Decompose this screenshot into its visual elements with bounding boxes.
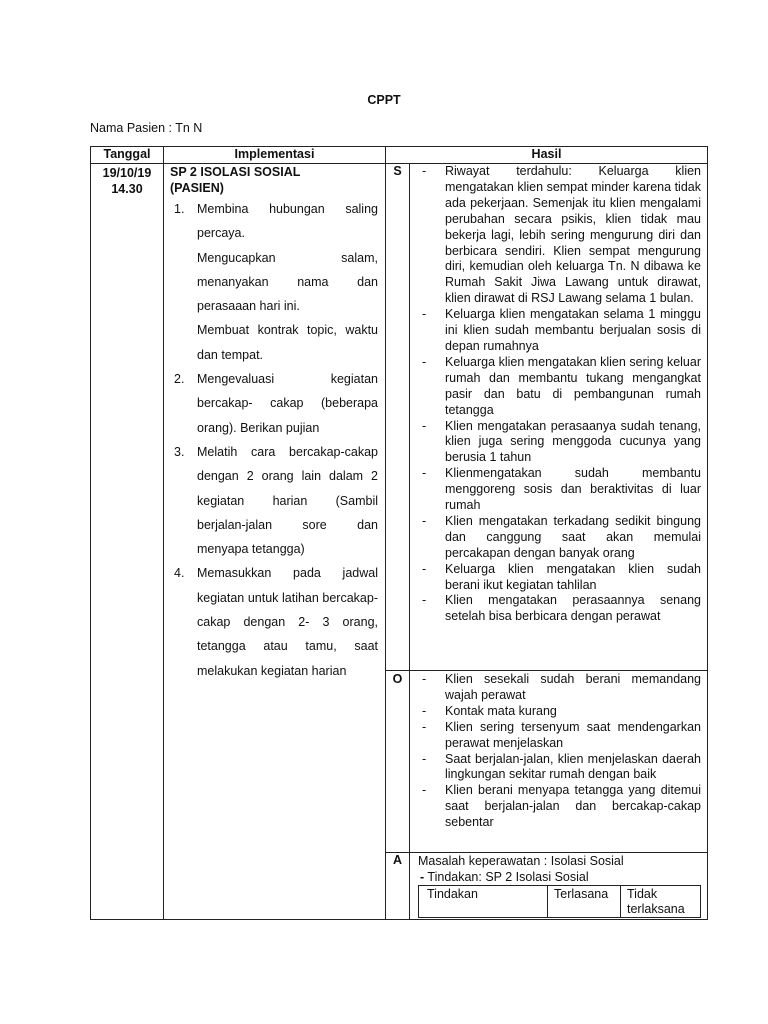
implementation-title-line2: (PASIEN)	[170, 181, 224, 195]
item-number: 3.	[174, 444, 185, 459]
implementation-item	[170, 440, 378, 561]
implementation-title	[170, 164, 378, 196]
subjective-list	[420, 164, 701, 625]
objective-item: - Klien sering tersenyum saat mendengarkan perawat menjelaskan	[422, 719, 701, 750]
soap-label-a: A	[392, 853, 403, 867]
implementation-item	[170, 318, 378, 367]
col-not-done	[623, 886, 689, 918]
date-cell	[91, 165, 163, 197]
subjective-item: - Klien mengatakan perasaanya sudah tenang, klien juga sering menggoda cucunya yang berusia 1 tahun	[422, 418, 701, 465]
implementation-item	[170, 561, 378, 682]
objective-item: - Saat berjalan-jalan, klien menjelaskan daerah lingkungan sekitar rumah dengan baik	[422, 751, 701, 782]
item-text: Memasukkan pada jadwal kegiatan untuk latihan bercakap- cakap dengan 2- 3 orang, tetangga atau tamu, saat melakukan kegiatan harian	[197, 566, 378, 678]
subjective-item: - Keluarga klien mengatakan klien sering keluar rumah dan membantu tukang mengangkat pasir dan batu di pembangunan rumah tetangga	[422, 354, 701, 417]
subjective-item: - Keluarga klien mengatakan selama 1 minggu ini klien sudah membantu berjualan sosis di depan rumahnya	[422, 307, 701, 353]
table-right-border	[707, 146, 708, 920]
objective-item: - Klien sesekali sudah berani memandang wajah perawat	[422, 672, 701, 702]
implementation-list	[170, 197, 378, 683]
header-date: Tanggal	[103, 147, 151, 161]
item-text: Membina hubungan saling percaya.	[197, 202, 378, 241]
date-value: 19/10/19	[102, 166, 152, 180]
s-o-divider	[385, 670, 708, 671]
col-done: Terlasana	[554, 887, 609, 901]
objective-list	[420, 672, 701, 831]
time-value: 14.30	[111, 182, 143, 196]
header-implementation: Implementasi	[234, 147, 315, 161]
item-text: Melatih cara bercakap-cakap dengan 2 orang lain dalam 2 kegiatan harian (Sambil berjalan-jalan sore dan menyapa tetangga)	[197, 444, 378, 557]
col-separator	[620, 886, 621, 917]
table-bottom-border	[90, 919, 708, 920]
col-separator	[547, 886, 548, 917]
item-number: 1.	[174, 202, 185, 216]
action-dash: -	[420, 870, 425, 884]
assessment-action	[420, 869, 589, 885]
subjective-item: - Keluarga klien mengatakan klien sudah berani ikut kegiatan tahlilan	[422, 561, 701, 592]
col-not-done-line2: terlaksana	[627, 902, 685, 916]
subjective-item: - Klien mengatakan terkadang sedikit bingung dan canggung saat akan memulai percakapan dengan banyak orang	[422, 513, 701, 560]
implementation-item	[170, 367, 378, 440]
action-status-table	[418, 885, 701, 918]
action-text: Tindakan: SP 2 Isolasi Sosial	[424, 870, 589, 884]
subjective-item: - Riwayat terdahulu: Keluarga klien mengatakan klien sempat minder karena tidak ada pekerjaan. Semenjak itu klien mengalami perubahan secara psikis, klien tidak mau bekerja lagi, lebih sering mengurung diri dan berbicara sendiri. Klien sempat mengurung diri, kemudian oleh keluarga Tn. N dibawa ke Rumah Sakit Jiwa Lawang untuk dirawat, klien dirawat di RSJ Lawang selama 1 bulan.	[422, 164, 701, 306]
objective-item: - Klien berani menyapa tetangga yang ditemui saat berjalan-jalan dan bercakap-cakap sebentar	[422, 783, 701, 830]
col-action: Tindakan	[427, 887, 478, 901]
soap-letter-divider	[409, 163, 410, 920]
soap-label-s: S	[393, 164, 402, 178]
header-result: Hasil	[531, 147, 562, 161]
patient-name-line: Nama Pasien : Tn N	[90, 121, 203, 135]
table-left-border	[90, 146, 91, 920]
objective-item: - Kontak mata kurang	[422, 703, 557, 718]
soap-label-o: O	[392, 672, 403, 686]
impl-result-divider	[385, 146, 386, 920]
subjective-item: - Klien mengatakan perasaannya senang setelah bisa berbicara dengan perawat	[422, 593, 701, 624]
subjective-item: - Klienmengatakan sudah membantu menggoreng sosis dan beraktivitas di luar rumah	[422, 466, 701, 513]
implementation-title-line1: SP 2 ISOLASI SOSIAL	[170, 165, 301, 179]
item-number: 2.	[174, 372, 185, 387]
implementation-item	[170, 246, 378, 319]
item-number: 4.	[174, 566, 185, 581]
document-title: CPPT	[367, 93, 401, 107]
item-text: Mengucapkan salam, menanyakan nama dan perasaaan hari ini.	[197, 250, 378, 314]
assessment-problem: Masalah keperawatan : Isolasi Sosial	[418, 854, 624, 868]
date-impl-divider	[163, 146, 164, 920]
implementation-item	[170, 197, 378, 246]
item-text: Mengevaluasi kegiatan bercakap- cakap (beberapa orang). Berikan pujian	[197, 372, 378, 435]
item-text: Membuat kontrak topic, waktu dan tempat.	[197, 323, 378, 362]
col-not-done-line1: Tidak	[627, 887, 658, 901]
